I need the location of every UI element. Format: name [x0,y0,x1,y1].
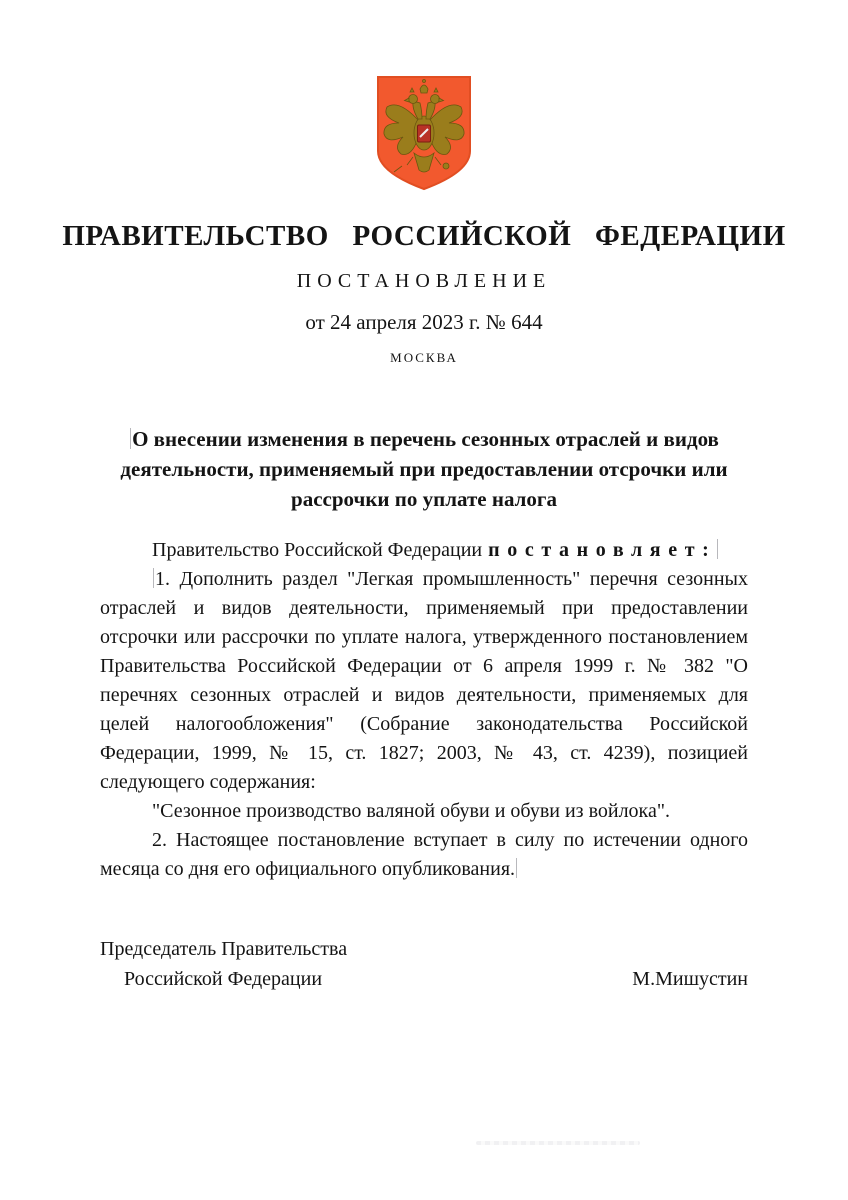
preamble-verb-text: постановляет: [488,539,717,561]
preamble-paragraph [100,536,748,565]
clause-2-paragraph [100,826,748,884]
cursor-artifact [516,858,517,878]
clause-2-text: 2. Настоящее постановление вступает в силу по истечении одного месяца со дня его официального опубликования. [100,829,748,880]
document-body [100,536,748,884]
cursor-artifact [717,539,718,559]
signatory-position-line2: Российской Федерации [124,968,323,990]
clause-1-text: 1. Дополнить раздел "Легкая промышленность" перечня сезонных отраслей и видов деятельности, применяемый при предоставлении отсрочки или рассрочки по уплате налога, утвержденного постановлением Правительства Российской Федерации от 6 апреля 1999 г. № 382 "О перечнях сезонных отраслей и видов деятельности, применяемых для целей налогообложения" (Собрание законодательства Российской Федерации, 1999, № 15, ст. 1827; 2003, № 43, ст. 4239), позицией следующего содержания: [100,568,748,793]
signatory-position-line1: Председатель Правительства [100,938,348,960]
document-subject-title [100,424,748,514]
cursor-artifact [153,568,154,588]
quoted-position-paragraph: "Сезонное производство валяной обуви и обуви из войлока". [152,800,671,822]
signatory-name: М.Мишустин [632,968,748,990]
authority-title: ПРАВИТЕЛЬСТВО РОССИЙСКОЙ ФЕДЕРАЦИИ [62,220,786,252]
document-type-label: ПОСТАНОВЛЕНИЕ [296,270,552,292]
cursor-artifact [130,428,131,449]
signature-block [100,934,748,994]
document-subject-title-text: О внесении изменения в перечень сезонных отраслей и видов деятельности, применяемый при предоставлении отсрочки или рассрочки по уплате налога [120,427,728,511]
clause-1-paragraph [100,565,748,797]
scan-artifact [476,1141,640,1145]
signature-row [100,964,748,994]
date-and-number-line: от 24 апреля 2023 г. № 644 [305,310,543,334]
preamble-lead-text: Правительство Российской Федерации [152,539,483,561]
city-label: МОСКВА [390,350,458,365]
russia-coat-of-arms-icon [369,73,479,193]
